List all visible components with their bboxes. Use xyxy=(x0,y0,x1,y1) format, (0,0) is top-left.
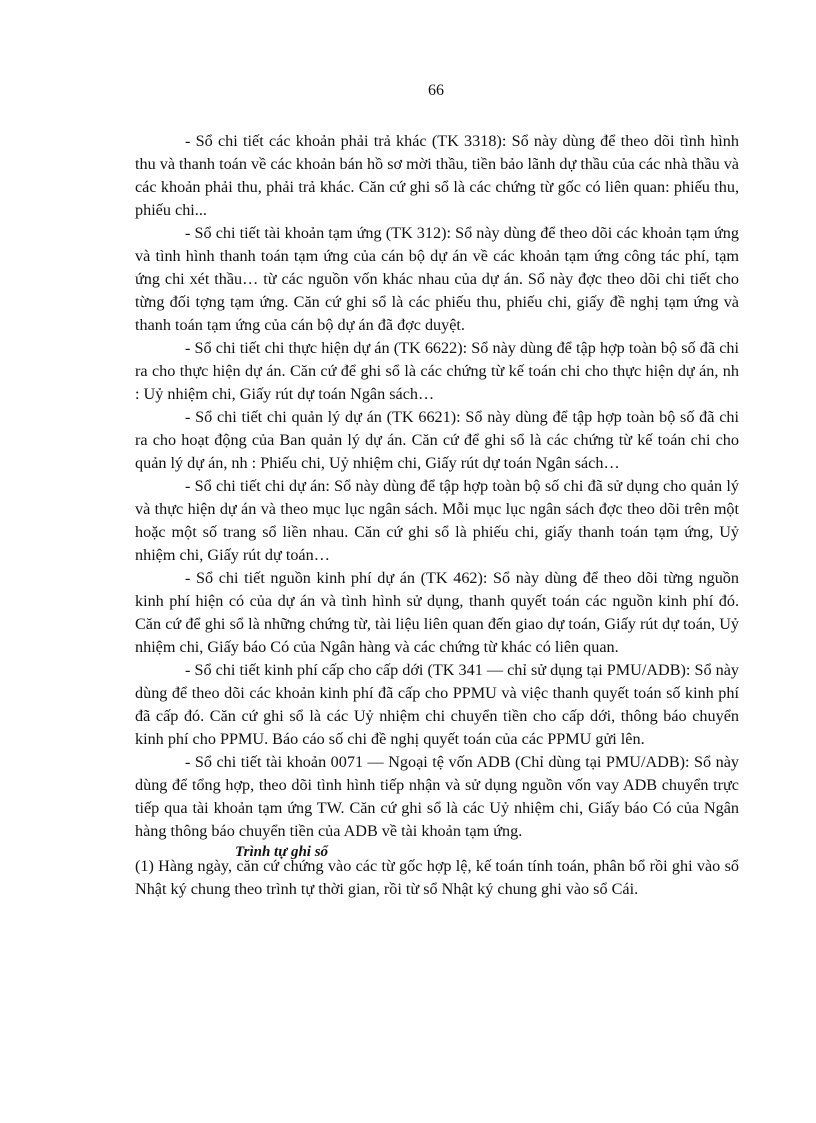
section-heading: Trình tự ghi sổ xyxy=(235,844,329,860)
paragraph-tk462: - Sổ chi tiết nguồn kinh phí dự án (TK 462): Sổ này dùng để theo dõi từng nguồn kinh phí hiện có của dự án và tình hình sử dụng, thanh quyết toán các nguồn kinh phí đó. Căn cứ để ghi sổ là những chứng từ, tài liệu liên quan đến giao dự toán, Giấy rút dự toán, Uỷ nhiệm chi, Giấy báo Có của Ngân hàng và các chứng từ khác có liên quan. xyxy=(135,569,739,656)
paragraph-tk6621: - Sổ chi tiết chi quản lý dự án (TK 6621): Sổ này dùng để tập hợp toàn bộ số đã chi ra cho hoạt động của Ban quản lý dự án. Căn cứ để ghi sổ là các chứng từ kế toán chi cho quản lý dự án, nh : Phiếu chi, Uỷ nhiệm chi, Giấy rút dự toán Ngân sách… xyxy=(135,408,739,472)
body-text xyxy=(135,130,739,901)
paragraph-tk0071: - Sổ chi tiết tài khoản 0071 — Ngoại tệ vốn ADB (Chỉ dùng tại PMU/ADB): Sổ này dùng để tổng hợp, theo dõi tình hình tiếp nhận và sử dụng nguồn vốn vay ADB chuyển trực tiếp qua tài khoản tạm ứng TW. Căn cứ ghi sổ là các Uỷ nhiệm chi, Giấy báo Có của Ngân hàng thông báo chuyển tiền của ADB về tài khoản tạm ứng. xyxy=(135,753,739,840)
paragraph-tk6622: - Sổ chi tiết chi thực hiện dự án (TK 6622): Sổ này dùng để tập hợp toàn bộ số đã chi ra cho thực hiện dự án. Căn cứ để ghi sổ là các chứng từ kế toán chi cho thực hiện dự án, nh : Uỷ nhiệm chi, Giấy rút dự toán Ngân sách… xyxy=(135,339,739,403)
paragraph-chi-du-an: - Sổ chi tiết chi dự án: Sổ này dùng để tập hợp toàn bộ số chi đã sử dụng cho quản lý và thực hiện dự án và theo mục lục ngân sách. Mỗi mục lục ngân sách đợc theo dõi trên một hoặc một số trang sổ liền nhau. Căn cứ ghi sổ là phiếu chi, giấy thanh toán tạm ứng, Uỷ nhiệm chi, Giấy rút dự toán… xyxy=(135,477,739,564)
paragraph-tk341: - Sổ chi tiết kinh phí cấp cho cấp dới (TK 341 — chỉ sử dụng tại PMU/ADB): Sổ này dùng để theo dõi các khoản kinh phí đã cấp cho PPMU và việc thanh quyết toán số kinh phí đã cấp đó. Căn cứ ghi sổ là các Uỷ nhiệm chi chuyển tiền cho cấp dới, thông báo chuyển kinh phí cho PPMU. Báo cáo số chi đề nghị quyết toán của các PPMU gửi lên. xyxy=(135,661,739,748)
paragraph-step-1: (1) Hàng ngày, căn cứ chứng vào các từ gốc hợp lệ, kế toán tính toán, phân bổ rồi ghi vào sổ Nhật ký chung theo trình tự thời gian, rồi từ sổ Nhật ký chung ghi vào sổ Cái. xyxy=(135,857,739,898)
paragraph-tk312: - Sổ chi tiết tài khoản tạm ứng (TK 312): Sổ này dùng để theo dõi các khoản tạm ứng và tình hình thanh toán tạm ứng của cán bộ dự án về các khoản tạm ứng công tác phí, tạm ứng chi xét thầu… từ các nguồn vốn khác nhau của dự án. Sổ này đợc theo dõi chi tiết cho từng đối tợng tạm ứng. Căn cứ ghi sổ là các phiếu thu, phiếu chi, giấy đề nghị tạm ứng và thanh toán tạm ứng của cán bộ dự án đã đợc duyệt. xyxy=(135,224,739,334)
paragraph-tk3318: - Sổ chi tiết các khoản phải trả khác (TK 3318): Sổ này dùng để theo dõi tình hình thu và thanh toán về các khoản bán hồ sơ mời thầu, tiền bảo lãnh dự thầu của các nhà thầu và các khoản phải thu, phải trả khác. Căn cứ ghi sổ là các chứng từ gốc có liên quan: phiếu thu, phiếu chi... xyxy=(135,132,739,219)
page-number: 66 xyxy=(428,82,444,99)
